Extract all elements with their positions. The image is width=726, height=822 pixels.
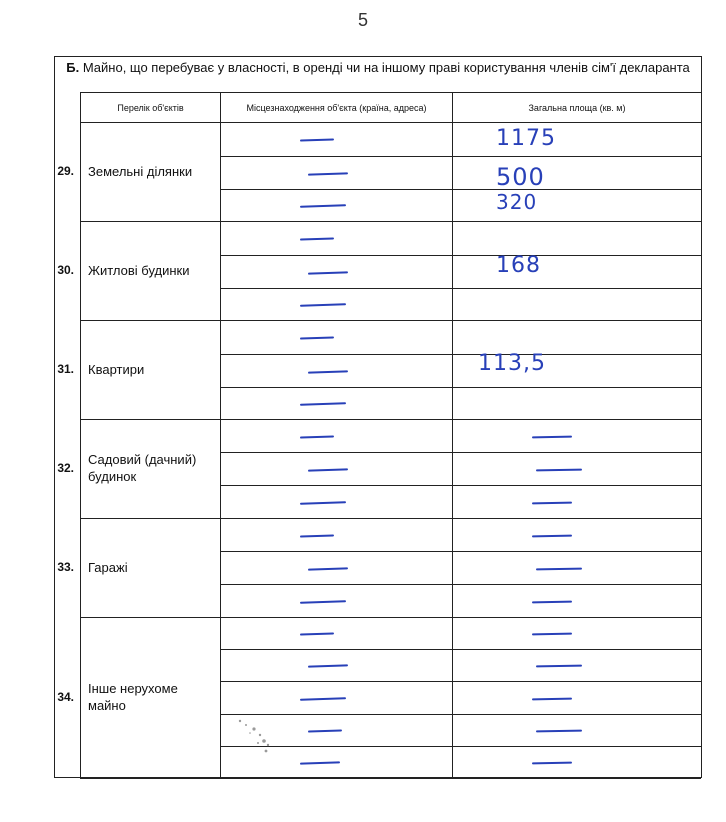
- area-value: 500: [496, 163, 545, 191]
- area-dash-mark: [536, 567, 582, 570]
- area-value: 113,5: [478, 351, 546, 376]
- row-label: Інше нерухоме майно: [88, 680, 178, 713]
- row-divider: [80, 221, 701, 222]
- row-label: Земельні ділянки: [88, 163, 193, 179]
- sub-row-divider: [220, 387, 701, 388]
- area-dash-mark: [532, 435, 572, 438]
- area-dash-mark: [532, 600, 572, 603]
- row-number: 34.: [57, 689, 74, 704]
- row-label: Квартири: [88, 361, 145, 377]
- area-dash-mark: [532, 501, 572, 504]
- property-table: [80, 92, 702, 778]
- sub-row-divider: [220, 354, 701, 355]
- row-number: 31.: [57, 361, 74, 376]
- row-label: Гаражі: [88, 559, 128, 575]
- row-divider: [80, 320, 701, 321]
- column-header-area: Загальна площа (кв. м): [453, 93, 702, 123]
- ink-smudge: [232, 715, 272, 755]
- area-dash-mark: [532, 534, 572, 537]
- area-value: 168: [496, 253, 541, 278]
- row-number: 33.: [57, 559, 74, 574]
- sub-row-divider: [220, 746, 701, 747]
- sub-row-divider: [220, 255, 701, 256]
- column-header-objects: Перелік об'єктів: [81, 93, 221, 123]
- row-divider: [80, 778, 701, 779]
- row-number: 32.: [57, 460, 74, 475]
- sub-row-divider: [220, 551, 701, 552]
- column-header-location: Місцезнаходження об'єкта (країна, адреса): [221, 93, 453, 123]
- row-number: 29.: [57, 163, 74, 178]
- sub-row-divider: [220, 714, 701, 715]
- section-title-text: Майно, що перебуває у власності, в оренді чи на іншому праві користування членів сім'ї декларанта: [82, 60, 690, 75]
- area-dash-mark: [532, 697, 572, 700]
- row-number: 30.: [57, 262, 74, 277]
- sub-row-divider: [220, 452, 701, 453]
- row-divider: [80, 419, 701, 420]
- section-title: [55, 60, 701, 75]
- page-number: 5: [357, 10, 368, 30]
- sub-row-divider: [220, 649, 701, 650]
- area-value: 1175: [496, 126, 556, 151]
- sub-row-divider: [220, 156, 701, 157]
- sub-row-divider: [220, 681, 701, 682]
- row-divider: [80, 518, 701, 519]
- area-dash-mark: [536, 468, 582, 471]
- row-label: Житлові будинки: [88, 262, 190, 278]
- sub-row-divider: [220, 584, 701, 585]
- sub-row-divider: [220, 485, 701, 486]
- column-divider: [220, 92, 221, 778]
- sub-row-divider: [220, 288, 701, 289]
- row-divider: [80, 617, 701, 618]
- section-letter: Б.: [66, 60, 80, 75]
- row-label: Садовий (дачний) будинок: [88, 451, 197, 484]
- sub-row-divider: [220, 189, 701, 190]
- area-value: 320: [496, 190, 538, 214]
- column-divider: [452, 92, 453, 778]
